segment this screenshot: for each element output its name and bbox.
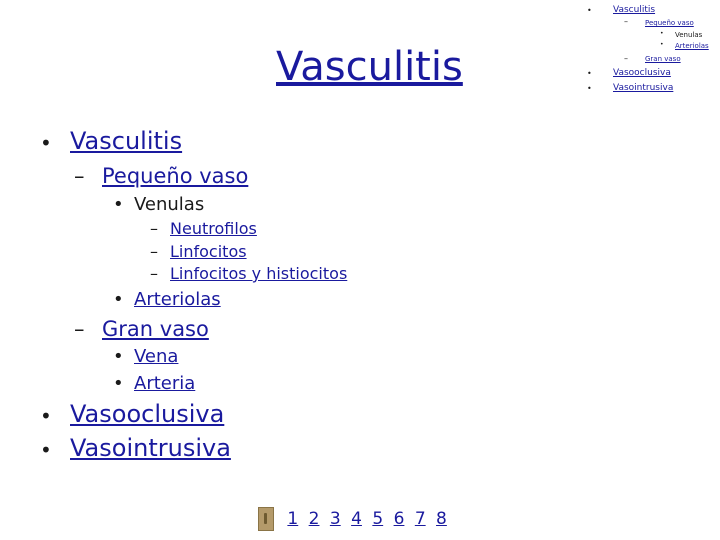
link-arteriolas[interactable]: Arteriolas [134,289,221,310]
page-title[interactable]: Vasculitis [276,44,463,90]
mini-link-gran-vaso[interactable]: Gran vaso [645,55,681,63]
page-link-5[interactable]: 5 [372,509,384,529]
link-neutrofilos[interactable]: Neutrofilos [170,219,257,238]
mini-link-arteriolas[interactable]: Arteriolas [675,42,709,50]
bullet-marker: • [40,404,52,428]
page-link-6[interactable]: 6 [393,509,405,529]
dash-marker: – [74,317,85,341]
bullet-marker: • [113,289,124,310]
page-link-4[interactable]: 4 [351,509,362,529]
dash-marker: – [150,242,158,261]
dash-marker: – [150,219,158,238]
mini-link-vasooclusiva[interactable]: Vasooclusiva [613,68,671,78]
mini-text-venulas: Venulas [675,31,703,39]
link-pequeno-vaso[interactable]: Pequeño vaso [102,164,249,188]
link-linfocitos-histiocitos[interactable]: Linfocitos y histiocitos [170,264,348,283]
page-link-8[interactable]: 8 [436,509,447,529]
mini-link-vasointrusiva[interactable]: Vasointrusiva [613,83,674,93]
bullet-marker: • [113,346,124,367]
bullet-marker: • [587,6,592,15]
bullet-marker: • [40,438,52,462]
bullet-marker: • [113,194,124,215]
link-gran-vaso[interactable]: Gran vaso [102,317,209,341]
link-vasointrusiva[interactable]: Vasointrusiva [70,434,231,462]
bullet-marker: • [660,41,664,48]
mini-link-vasculitis[interactable]: Vasculitis [613,5,656,15]
link-vena[interactable]: Vena [134,346,179,367]
page-link-1[interactable]: 1 [287,509,299,529]
bullet-marker: • [587,69,592,78]
bullet-marker: • [587,84,592,93]
page-link-2[interactable]: 2 [308,509,320,529]
page-link-7[interactable]: 7 [414,509,426,529]
mini-link-pequeno-vaso[interactable]: Pequeño vaso [645,19,694,27]
link-arteria[interactable]: Arteria [134,373,196,394]
dash-marker: – [624,17,628,26]
text-venulas: Venulas [134,194,205,215]
dash-marker: – [74,164,85,188]
pagination [258,507,452,531]
dash-marker: – [624,54,628,63]
bullet-marker: • [660,30,664,37]
bullet-marker: • [40,131,52,155]
dash-marker: – [150,264,158,283]
link-vasooclusiva[interactable]: Vasooclusiva [70,400,225,428]
slide-thumbnail-icon[interactable] [258,507,274,531]
page-link-3[interactable]: 3 [329,509,341,529]
bullet-marker: • [113,373,124,394]
link-linfocitos[interactable]: Linfocitos [170,242,247,261]
link-vasculitis[interactable]: Vasculitis [70,127,183,155]
